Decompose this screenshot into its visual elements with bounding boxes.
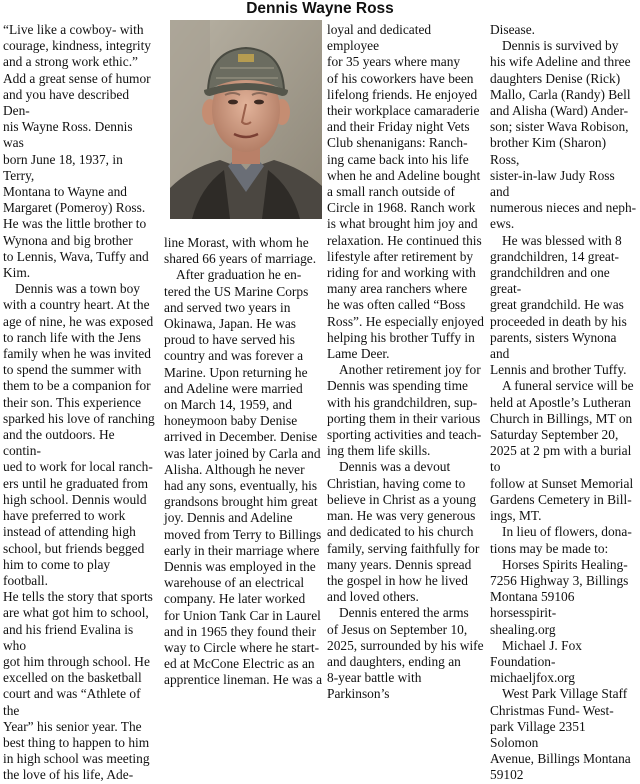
text-line: shared 66 years of marriage. <box>164 251 317 267</box>
text-line: nis Wayne Ross. Dennis was <box>3 119 133 151</box>
text-line: and his friend Evalina is who <box>3 621 134 653</box>
text-line: grandchildren and one great- <box>490 265 610 297</box>
text-line: family when he was invited <box>3 346 152 362</box>
text-line: his wife Adeline and three <box>490 54 631 70</box>
obituary-headline: Dennis Wayne Ross <box>246 0 394 17</box>
text-line: courage, kindness, integrity <box>3 38 152 54</box>
text-line: daughters Denise (Rick) <box>490 70 621 86</box>
text-line: a small ranch outside of <box>327 184 455 200</box>
text-line: Avenue, Billings Montana <box>490 751 631 767</box>
text-line: and their Friday night Vets <box>327 119 470 135</box>
text-line: numerous nieces and neph- <box>490 200 637 216</box>
text-line: are what got him to school, <box>3 605 149 621</box>
text-line: company. He later worked <box>164 591 306 607</box>
text-line: park Village 2351 Solomon <box>490 718 586 750</box>
text-line: sparked his love of ranching <box>3 410 155 426</box>
obituary-paragraph <box>490 233 637 379</box>
text-line: was later joined by Carla and <box>164 445 321 461</box>
text-line: of his coworkers have been <box>327 70 474 86</box>
obituary-paragraph <box>490 38 637 232</box>
text-line: Club shenanigans: Ranch- <box>327 135 468 151</box>
text-line: to Lennis, Wava, Tuffy and <box>3 248 149 264</box>
obituary-paragraph <box>490 524 637 556</box>
text-line: ued to work for local ranch- <box>3 459 153 475</box>
text-line: got him through school. He <box>3 653 150 669</box>
text-line: proud to have served his <box>164 332 295 348</box>
obituary-paragraph <box>327 605 485 702</box>
text-line: Horses Spirits Healing- <box>502 556 628 572</box>
text-line: way to Circle where he start- <box>164 640 320 656</box>
text-line: Add a great sense of humor <box>3 70 151 86</box>
text-line: 2025, surrounded by his wife <box>327 637 484 653</box>
text-line: proceeded in death by his <box>490 313 627 329</box>
text-line: in high school was meeting <box>3 751 150 767</box>
obituary-paragraph <box>490 378 637 524</box>
text-line: arrived in December. Denise <box>164 429 318 445</box>
text-line: moved from Terry to Billings <box>164 526 322 542</box>
text-line: son; sister Wava Robison, <box>490 119 629 135</box>
column-3 <box>327 22 485 703</box>
text-line: to spend the summer with <box>3 362 142 378</box>
text-line: Ross”. He especially enjoyed <box>327 313 484 329</box>
text-line: Montana 59106 horsesspirit- <box>490 589 575 621</box>
text-line: he was often called “Boss <box>327 297 466 313</box>
text-line: is what brought him joy and <box>327 216 478 232</box>
text-line: Dennis was a devout <box>339 459 451 475</box>
obituary-paragraph <box>327 22 485 362</box>
text-line: their workplace camaraderie <box>327 103 480 119</box>
text-line: him to come to play football. <box>3 556 111 588</box>
text-line: Dennis was a town boy <box>15 281 140 297</box>
text-line: and served two years in <box>164 299 291 315</box>
text-line: Okinawa, Japan. He was <box>164 316 297 332</box>
text-line: loyal and dedicated employee <box>327 22 432 54</box>
obituary-paragraph <box>164 235 322 267</box>
text-line: school, but friends begged <box>3 540 145 556</box>
obituary-paragraph <box>490 22 637 38</box>
text-line: family, serving faithfully for <box>327 540 480 556</box>
text-line: had any sons, eventually, his <box>164 478 318 494</box>
text-line: Circle in 1968. Ranch work <box>327 200 476 216</box>
text-line: Montana to Wayne and <box>3 184 127 200</box>
text-line: Christmas Fund- West- <box>490 702 614 718</box>
text-line: tions may be made to: <box>490 540 609 556</box>
text-line: Lennis and brother Tuffy. <box>490 362 627 378</box>
text-line: relaxation. He continued this <box>327 232 482 248</box>
text-line: Dennis is survived by <box>502 38 619 54</box>
text-line: After graduation he en- <box>176 267 302 283</box>
text-line: Year” his senior year. The <box>3 718 142 734</box>
text-line: ings, MT. <box>490 508 542 524</box>
text-line: early in their marriage where <box>164 542 320 558</box>
text-line: man. He was very generous <box>327 508 476 524</box>
text-line: and loved others. <box>327 589 419 605</box>
obituary-paragraph <box>490 686 637 783</box>
text-line: Kim. <box>3 265 31 281</box>
column-1 <box>3 22 155 784</box>
text-line: porting them in their various <box>327 410 481 426</box>
text-line: 59102 <box>490 767 524 783</box>
text-line: held at Apostle’s Lutheran <box>490 394 631 410</box>
text-line: ed at McCone Electric as an <box>164 656 315 672</box>
text-line: and Alisha (Ward) Ander- <box>490 103 629 119</box>
obituary-paragraph <box>490 557 637 638</box>
text-line: lifelong friends. He enjoyed <box>327 86 478 102</box>
text-line: for 35 years where many <box>327 54 461 70</box>
text-line: age of nine, he was exposed <box>3 313 154 329</box>
text-line: of Jesus on September 10, <box>327 621 468 637</box>
text-line: tered the US Marine Corps <box>164 283 309 299</box>
text-line: Disease. <box>490 22 535 37</box>
text-line: Dennis was employed in the <box>164 559 316 575</box>
text-line: warehouse of an electrical <box>164 575 305 591</box>
text-line: apprentice lineman. He was a <box>164 672 323 688</box>
obituary-paragraph <box>490 638 637 687</box>
text-line: to ranch life with the Jens <box>3 329 141 345</box>
text-line: excelled on the basketball <box>3 670 142 686</box>
text-line: sister-in-law Judy Ross and <box>490 167 615 200</box>
text-line: 2025 at 2 pm with a burial to <box>490 443 632 475</box>
text-line: Dennis entered the arms <box>339 605 469 621</box>
text-line: best thing to happen to him <box>3 734 150 750</box>
text-line: michaeljfox.org <box>490 670 575 686</box>
obituary-paragraph <box>327 362 485 459</box>
text-line: “Live like a cowboy- with <box>3 22 144 37</box>
text-line: ers until he graduated from <box>3 475 149 491</box>
text-line: and the outdoors. He contin- <box>3 427 115 459</box>
text-line: grandchildren, 14 great- <box>490 248 620 264</box>
text-line: A funeral service will be <box>502 378 634 394</box>
text-line: helping his brother Tuffy in <box>327 329 475 345</box>
text-line: Wynona and big brother <box>3 232 133 248</box>
text-line: instead of attending high <box>3 524 136 540</box>
text-line: when he and Adeline bought <box>327 167 481 183</box>
text-line: West Park Village Staff <box>502 686 628 702</box>
text-line: have preferred to work <box>3 508 126 524</box>
text-line: Alisha. Although he never <box>164 461 305 477</box>
obituary-paragraph <box>327 459 485 605</box>
text-line: Lame Deer. <box>327 346 390 362</box>
text-line: sporting activities and teach- <box>327 427 482 443</box>
text-line: born June 18, 1937, in Terry, <box>3 151 123 183</box>
text-line: many area ranchers where <box>327 281 468 297</box>
text-line: Mallo, Carla (Randy) Bell <box>490 86 631 102</box>
text-line: country and was forever a <box>164 348 304 364</box>
text-line: Christian, having come to <box>327 475 466 491</box>
text-line: the gospel in how he lived <box>327 572 468 588</box>
text-line: follow at Sunset Memorial <box>490 475 634 491</box>
text-line: high school. Dennis would <box>3 491 147 507</box>
column-2-text <box>164 235 322 689</box>
portrait-photo <box>170 20 322 219</box>
column-4 <box>490 22 637 784</box>
text-line: 8-year battle with Parkinson’s <box>327 670 422 702</box>
text-line: joy. Dennis and Adeline <box>164 510 293 526</box>
text-line: and daughters, ending an <box>327 653 461 669</box>
text-line: line Morast, with whom he <box>164 235 309 250</box>
text-line: Marine. Upon returning he <box>164 364 308 380</box>
text-line: and you have described Den- <box>3 86 130 119</box>
text-line: with a country heart. At the <box>3 297 150 313</box>
text-line: and a strong work ethic.” <box>3 54 138 70</box>
text-line: He was the little brother to <box>3 216 147 232</box>
text-line: and Adeline were married <box>164 380 303 396</box>
text-line: honeymoon baby Denise <box>164 413 298 429</box>
text-line: Michael J. Fox Foundation- <box>490 637 582 669</box>
text-line: riding for and working with <box>327 265 476 281</box>
text-line: Church in Billings, MT on <box>490 410 633 426</box>
text-line: ews. <box>490 216 515 232</box>
text-line: Saturday September 20, <box>490 427 619 443</box>
text-line: the love of his life, Ade- <box>3 767 134 783</box>
obituary-paragraph <box>3 22 155 281</box>
text-line: brother Kim (Sharon) Ross, <box>490 135 607 167</box>
text-line: and dedicated to his church <box>327 524 474 540</box>
obituary-paragraph <box>164 267 322 688</box>
text-line: grandsons brought him great <box>164 494 318 510</box>
text-line: believe in Christ as a young <box>327 491 477 507</box>
text-line: He was blessed with 8 <box>502 232 622 248</box>
text-line: Dennis was spending time <box>327 378 468 394</box>
text-line: He tells the story that sports <box>3 589 153 605</box>
text-line: for Union Tank Car in Laurel <box>164 607 321 623</box>
text-line: lifestyle after retirement by <box>327 248 474 264</box>
text-line: ing came back into his life <box>327 151 469 167</box>
text-line: great grandchild. He was <box>490 297 624 313</box>
text-line: on March 14, 1959, and <box>164 397 292 413</box>
text-line: Margaret (Pomeroy) Ross. <box>3 200 146 216</box>
text-line: and in 1965 they found their <box>164 623 317 639</box>
text-line: Gardens Cemetery in Bill- <box>490 491 632 507</box>
text-line: parents, sisters Wynona and <box>490 329 617 362</box>
column-2 <box>164 20 322 689</box>
obituary-paragraph <box>3 281 155 783</box>
text-line: In lieu of flowers, dona- <box>502 524 632 540</box>
text-line: court and was “Athlete of the <box>3 686 141 718</box>
text-line: 7256 Highway 3, Billings <box>490 572 629 588</box>
text-line: many years. Dennis spread <box>327 556 472 572</box>
text-line: Another retirement joy for <box>339 362 481 378</box>
text-line: their son. This experience <box>3 394 142 410</box>
text-line: shealing.org <box>490 621 556 637</box>
text-line: ing them life skills. <box>327 443 431 459</box>
text-line: them to be a companion for <box>3 378 151 394</box>
text-line: with his grandchildren, sup- <box>327 394 478 410</box>
